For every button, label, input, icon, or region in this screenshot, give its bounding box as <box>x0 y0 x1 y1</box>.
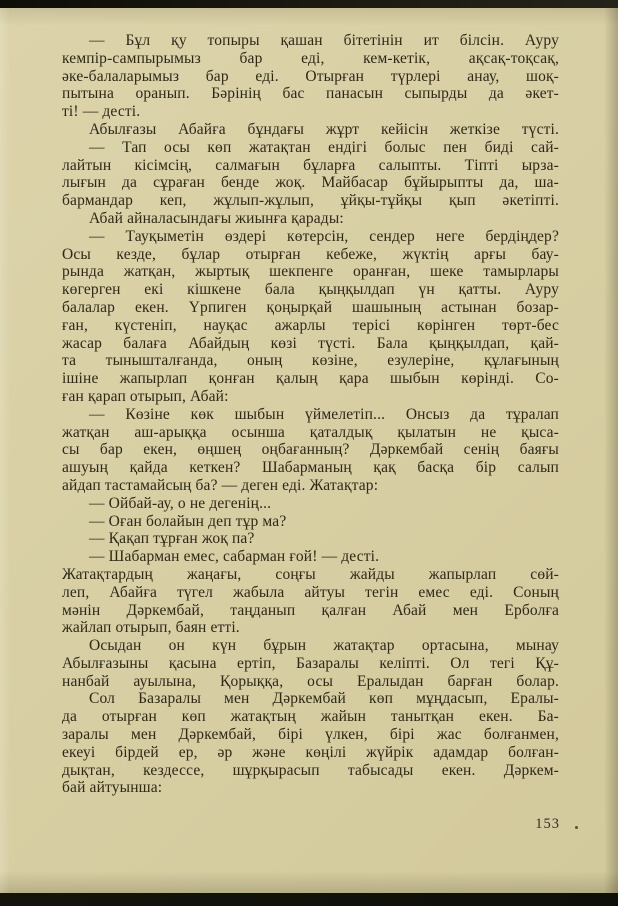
text-line: — Қақап тұрған жоқ па? <box>89 530 255 548</box>
text-line: — Тап осы көп жатақтан ендігі болыс пен биді сай- <box>89 138 559 156</box>
text-line: Абылғазы Абайға бұндағы жұрт кейісін жеткізе түсті. <box>89 120 559 138</box>
text-line: та тынышталғанда, оның көзіне, езулеріне, құлағының <box>62 352 559 370</box>
page-number: 153 <box>535 816 560 832</box>
paragraph <box>62 121 559 139</box>
text-line: — Оған болайын деп тұр ма? <box>89 512 287 530</box>
text-line: жатқан аш-арыққа осынша қаталдық қылатын не қыса- <box>62 423 559 441</box>
text-line: лығын да сұраған бенде жоқ. Майбасар бұйырыпты да, ша- <box>62 174 559 192</box>
ink-speck <box>575 826 578 829</box>
paragraph <box>62 690 559 797</box>
text-line: нанбай ауылына, Қорыққа, осы Ералыдан барған болар. <box>62 672 559 690</box>
text-line: рында жатқан, жыртық шекпенге оранған, шеке тамырлары <box>62 263 559 281</box>
text-line: бармандар кеп, жұлып-жұлып, ұйқы-тұйқы қып әкетіпті. <box>62 192 559 210</box>
text-line: — Тауқыметін өздері көтерсін, сендер неге бердіңдер? <box>89 227 559 245</box>
text-line: Абылғазыны қасына ертіп, Базаралы келіпті. Ол тегі Құ- <box>62 654 559 672</box>
text-line: ған қарап отырып, Абай: <box>62 387 229 405</box>
text-line: жайлап отырып, баян етті. <box>62 619 240 637</box>
paragraph <box>62 637 559 690</box>
text-line: сы бар екен, өңшең оңбағанның? Дәркембай сенің баяғы <box>62 441 559 459</box>
paragraph <box>62 139 559 210</box>
text-line: Абай айналасындағы жиынға қарады: <box>89 209 344 227</box>
paragraph <box>62 566 559 637</box>
text-line: да отырған көп жатақтың жайын танытқан екен. Ба- <box>62 708 559 726</box>
text-line: ті! — десті. <box>62 103 141 121</box>
paragraph <box>62 513 559 531</box>
text-line: ашуың қайда кеткен? Шабарманың қақ басқа бір салып <box>62 459 559 477</box>
text-line: Жатақтардың жаңағы, соңғы жайды жапырлап сөй- <box>62 565 559 583</box>
text-line: айдап тастамайсың ба? — деген еді. Жатақтар: <box>62 476 379 494</box>
text-line: көгерген екі кішкене бала қыңқылдап үн қатты. Ауру <box>62 281 559 299</box>
scan-edge-top <box>0 0 618 8</box>
paragraph <box>62 228 559 246</box>
text-line: Осы кезде, бұлар отырған кебеже, жүктің арғы бау- <box>62 245 559 263</box>
text-line: — Бұл қу топыры қашан бітетінін ит білсін. Ауру <box>89 32 559 49</box>
paragraph <box>62 406 559 495</box>
book-page <box>0 8 618 893</box>
text-line: — Ойбай-ау, о не дегенің... <box>89 494 272 512</box>
paragraph <box>62 32 559 121</box>
page-text <box>62 32 559 797</box>
text-line: Сол Базаралы мен Дәркембай көп мұңдасып, Ералы- <box>89 690 559 708</box>
text-line: кемпір-сампырымыз бар еді, кем-кетік, ақсақ-тоқсақ, <box>62 49 559 67</box>
paragraph <box>62 548 559 566</box>
text-line: екеуі бірдей ер, әр және көңілі жүйрік адамдар болған- <box>62 743 559 761</box>
text-line: ішіне жапырлап қонған қалың қара шыбын көрінді. Со- <box>62 370 559 388</box>
text-line: мәнін Дәркембай, таңданып қалған Абай мен Ерболға <box>62 601 559 619</box>
paragraph <box>62 246 559 406</box>
text-line: леп, Абайға түгел жабыла айтуы тегін емес еді. Соның <box>62 583 559 601</box>
text-line: ған, күстеніп, науқас ажарлы терісі көрінген төрт-бес <box>62 316 559 334</box>
text-line: — Шабарман емес, сабарман ғой! — десті. <box>89 548 380 566</box>
paragraph <box>62 495 559 513</box>
scan-edge-bottom <box>0 893 618 906</box>
paragraph <box>62 210 559 228</box>
paragraph <box>62 530 559 548</box>
text-line: дықтан, кездессе, шұрқырасып табысады екен. Дәркем- <box>62 761 559 779</box>
text-line: балалар екен. Үрпиген қоңырқай шашының астынан бозар- <box>62 298 559 316</box>
text-line: — Көзіне көк шыбын үймелетіп... Онсыз да тұралап <box>89 405 559 423</box>
text-line: Осыдан он күн бұрын жатақтар ортасына, мынау <box>89 637 559 655</box>
text-line: пытына оранып. Бәрінің бас панасын сыпырды да әкет- <box>62 85 559 103</box>
text-line: заралы мен Дәркембай, бірі үлкен, бірі жас болғанмен, <box>62 726 559 744</box>
text-line: жасар балаға Абайдың көзі түсті. Бала қыңқылдап, қай- <box>62 334 559 352</box>
text-line: лайтын кісімсің, салмағын бұларға салыпты. Тіпті ырза- <box>62 156 559 174</box>
text-line: бай айтуынша: <box>62 779 163 797</box>
text-line: әке-балаларымыз бар еді. Отырған түрлері анау, шоқ- <box>62 67 559 85</box>
